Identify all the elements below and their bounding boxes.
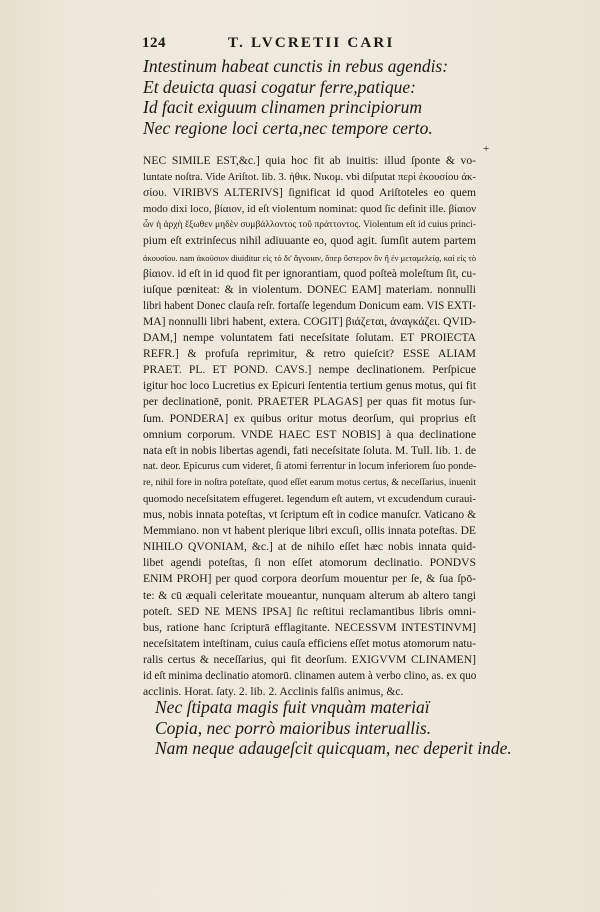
- commentary-line: omnium corporum. VNDE HAEC EST NOBIS] à qua declinatione: [143, 427, 476, 441]
- commentary-line: ſum. PONDERA] ex quibus oritur motus deorſum, qui proprius eſt: [143, 411, 476, 425]
- commentary-line: nat. deor. Epicurus cum videret, ſi atomi ferrentur in locum inferiorem ſuo ponde-: [143, 460, 477, 472]
- commentary-line: luntate noſtra. Vide Ariſtot. lib. 3. ἠθικ. Νικομ. vbi diſputat περὶ ἑκουσίου ἀκ-: [143, 171, 476, 184]
- commentary-line: id eſt minima declinatio atomorū. clinamen autem à verbo clino, as. ex quo: [143, 670, 477, 682]
- commentary-line: ralis certus & neceſſarius, qui fit deorſum. EXIGVVM CLINAMEN]: [143, 652, 476, 666]
- commentary-line: mus, nobis innata poteſtas, vt ſcriptum eſt in codice manuſcr. Vaticano &: [143, 509, 477, 522]
- verse-line: Nec regione loci certa,nec tempore certo.: [143, 117, 433, 138]
- commentary-line: nata eſt in nobis libertas agendi, fati neceſsitate ſoluta. M. Tull. lib. 1. de: [143, 443, 477, 457]
- commentary-line: te: & cū æquali celeritate moueantur, nunquam alterum ab altero tangi: [143, 588, 476, 602]
- commentary-line: σίου. VIRIBVS ALTERIVS] ſignificat id quod Ariſtoteles eo quem: [143, 186, 476, 200]
- verse-line: Nam neque adaugeſcit quicquam, nec deperit inde.: [155, 738, 512, 758]
- verse-line: Nec ſtipata magis fuit vnquàm materiaï: [155, 697, 430, 717]
- commentary-line: DAM,] nempe voluntatem fati neceſsitate ſolutam. ET PROIECTA: [143, 331, 476, 345]
- commentary-line: igitur hoc loco Lucretius ex Epicuri ſententia tertium genus motus, qui fit: [143, 380, 476, 393]
- commentary-line: per declinationē, ponit. PRAETER PLAGAS] per quas fit motus ſur-: [143, 395, 476, 409]
- commentary-line: MA] nonnulli libri habent, extera. COGIT] βιάζεται, ἀναγκάζει. QVID-: [143, 314, 476, 328]
- verse-line: Et deuicta quasi cogatur ferre,patique:: [143, 76, 416, 97]
- commentary-line: REFR.] & profuſa reprimitur, & retro quieſcit? ESSE ALIAM: [143, 347, 476, 361]
- commentary-line: Memmiano. non vt habent plerique libri excuſi, ollis innata poteſtas. DE: [143, 524, 476, 538]
- commentary-line: libri habent Donec clauſa reſr. fortaſſe legendum Donicum eam. VIS EXTI-: [143, 299, 476, 312]
- commentary-line: modo dixi loco, βίαιον, id eſt violentum nominat: quod ſic definit ille. βίαιον: [143, 203, 477, 216]
- commentary-line: ἀκουσίου. nam ἀκούσιον diuiditur εἰς τό δι' ἄγνοιαν, ὅπερ ὕστερον ὂν ἢ ἐν μεταμελείᾳ, καὶ εἰς τὸ: [143, 252, 476, 263]
- verse-line: Intestinum habeat cunctis in rebus agendis:: [143, 56, 449, 76]
- commentary-line: βίαιον. id eſt in id quod fit per ignorantiam, quod poſteà moleſtum ſit, cu-: [143, 267, 476, 280]
- verse-line: Copia, nec porrò maioribus interuallis.: [155, 717, 432, 738]
- commentary-block: [143, 153, 476, 700]
- commentary-line: poteſt. SED NE MENS IPSA] ſic reſtitui reclamantibus libris omni-: [143, 604, 476, 618]
- commentary-line: ENIM PROH] per quod corpora deorſum mouentur per ſe, & ſua ſpō-: [143, 572, 476, 586]
- commentary-line: PRAET. PL. ET POND. CAVS.] nempe declinationem. Perſpicue: [143, 363, 476, 377]
- verse-block-top: [143, 56, 448, 138]
- commentary-line: NEC SIMILE EST,&c.] quia hoc fit ab inuitis: illud ſponte & vo-: [143, 154, 476, 167]
- commentary-line: pium eſt extrinſecus nihil adiuuante eo, quod agit. ſumſit autem partem: [143, 234, 476, 248]
- verse-line: Id facit exiguum clinamen principiorum: [143, 97, 422, 117]
- commentary-line: NIHILO QVONIAM, &c.] at de nihilo eſſet hæc nobis innata quid-: [143, 540, 476, 554]
- commentary-line: libet agendi poteſtas, ſi non eſſet atomorum declinatio. PONDVS: [143, 556, 476, 570]
- commentary-line: acclinis. Horat. ſaty. 2. lib. 2. Acclinis falſis animus, &c.: [143, 685, 404, 699]
- page-number: 124: [142, 35, 166, 51]
- commentary-line: iuſque pœniteat: & in violentum. DONEC EAM] materiam. nonnulli: [143, 282, 476, 296]
- commentary-line: ὧν ἡ ἀρχὴ ἔξωθεν μηδὲν συμβάλλοντος τοῦ πράττοντος. Violentum eſt id cuius princi-: [143, 219, 476, 231]
- commentary-line: neceſsitatem inteſtinam, cuius cauſa efficiens eſſet motus atomorum natu-: [143, 637, 477, 650]
- commentary-line: re, nihil fore in noſtra poteſtate, quod eſſet earum motus certus, & neceſſarius, inuenit: [143, 476, 476, 488]
- commentary-line: bus, ratione hanc ſcripturā efflagitante. NECESSVM INTESTINVM]: [143, 620, 476, 634]
- verse-block-bottom: [155, 697, 512, 759]
- margin-mark: +: [483, 143, 490, 155]
- page-header: [142, 35, 462, 53]
- running-head: T. LVCRETII CARI: [228, 35, 395, 51]
- commentary-line: quomodo neceſsitatem effugeret. legendum eſt autem, vt excudendum curaui-: [143, 492, 476, 505]
